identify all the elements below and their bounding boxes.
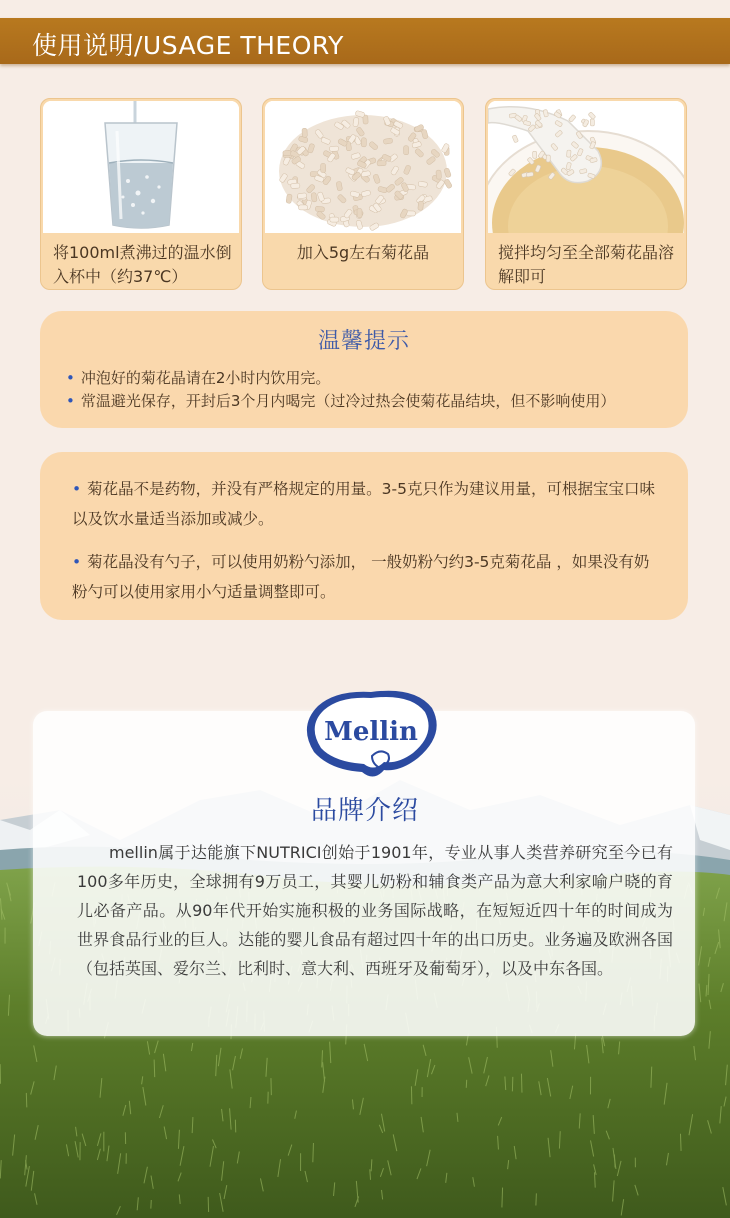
granules-pile-image <box>265 101 461 233</box>
section-title: 使用说明/USAGE THEORY <box>32 31 344 60</box>
brand-description: mellin属于达能旗下NUTRICI创始于1901年，专业从事人类营养研究至今已有100多年历史，全球拥有9万员工，其婴儿奶粉和辅食类产品为意大利家喻户晓的育儿必备产品。从90年代开始实施积极的业务国际战略，在短短近四十年的时间成为世界食品行业的巨人。达能的婴儿食品有超过四十年的出口历史。业务遍及欧洲各国（包括英国、爱尔兰、比利时、意大利、西班牙及葡萄牙），以及中东各国。 <box>77 843 673 978</box>
step-1-text: 将100ml煮沸过的温水倒入杯中（约37℃） <box>53 243 232 286</box>
spoon-in-cup-image <box>488 101 684 233</box>
step-3-text: 搅拌均匀至全部菊花晶溶解即可 <box>498 243 675 286</box>
bullet-icon: • <box>72 480 82 498</box>
step-2-text: 加入5g左右菊花晶 <box>296 243 430 262</box>
usage-info-card <box>40 452 688 620</box>
brand-title: 品牌介绍 <box>310 796 419 826</box>
step-card-3 <box>485 98 687 290</box>
info-paragraph-text: 菊花晶没有勺子，可以使用奶粉勺添加， 一般奶粉勺约3-5克菊花晶 ，如果没有奶粉勺可以使用家用小勺适量调整即可。 <box>72 553 650 601</box>
bullet-icon: • <box>66 392 75 410</box>
tips-item-text: 常温避光保存，开封后3个月内喝完（过冷过热会使菊花晶结块，但不影响使用） <box>80 392 616 410</box>
step-card-2 <box>262 98 464 290</box>
tips-item <box>66 390 615 412</box>
bullet-icon: • <box>66 369 75 387</box>
bullet-icon: • <box>72 553 82 571</box>
tips-item <box>66 367 330 389</box>
tips-card <box>40 311 688 428</box>
section-header <box>0 18 730 64</box>
tips-item-text: 冲泡好的菊花晶请在2小时内饮用完。 <box>80 369 331 387</box>
svg-text:Mellin: Mellin <box>324 717 418 747</box>
tips-title: 温馨提示 <box>317 329 410 354</box>
glass-of-water-image <box>43 101 239 233</box>
step-card-1 <box>40 98 242 290</box>
info-paragraph-text: 菊花晶不是药物，并没有严格规定的用量。3-5克只作为建议用量，可根据宝宝口味以及饮水量适当添加或减少。 <box>72 480 655 528</box>
info-paragraph <box>72 547 664 607</box>
info-paragraph <box>72 474 664 534</box>
mellin-logo <box>300 686 442 782</box>
